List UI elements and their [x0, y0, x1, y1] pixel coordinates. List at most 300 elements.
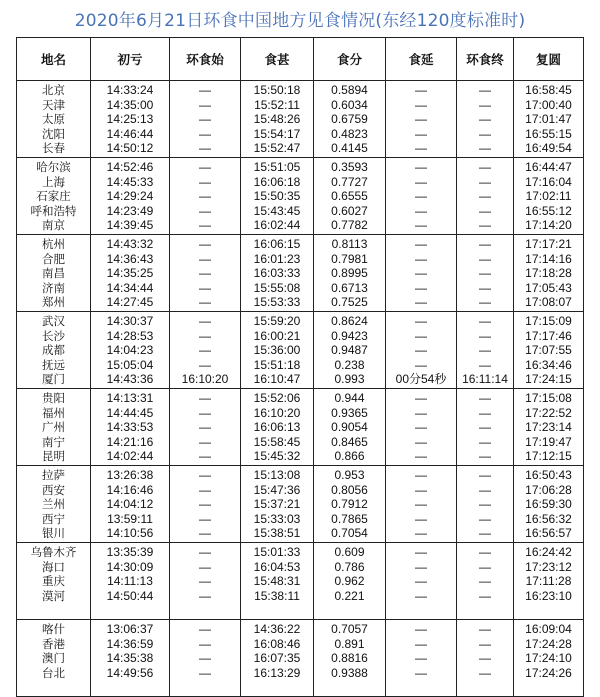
- magnitude-value: 0.9365: [331, 405, 368, 420]
- magnitude-value: 0.9388: [331, 665, 368, 680]
- last-contact-time: 17:02:11: [525, 189, 572, 203]
- city-name: 广州: [42, 420, 65, 434]
- table-cell-duration: [386, 81, 457, 158]
- table-cell-duration: [386, 620, 457, 697]
- annular-start-time: —: [199, 83, 211, 97]
- annular-start-time: —: [199, 636, 211, 651]
- first-contact-time: 14:45:33: [106, 174, 154, 189]
- first-contact-time: 14:23:49: [106, 203, 154, 218]
- last-contact-time: 17:07:55: [525, 343, 572, 357]
- city-name: 太原: [42, 112, 65, 126]
- duration-value: —: [415, 468, 427, 482]
- city-name: 武汉: [42, 314, 65, 328]
- first-contact-time: 14:50:44: [106, 588, 154, 603]
- annular-end-time: —: [479, 218, 491, 232]
- maximum-time: 16:10:20: [253, 405, 301, 420]
- annular-end-time: —: [479, 295, 491, 309]
- magnitude-value: 0.7782: [331, 218, 368, 232]
- annular-end-time: —: [479, 203, 491, 218]
- city-name: 合肥: [42, 251, 65, 266]
- annular-start-time: —: [199, 174, 211, 189]
- duration-value: —: [415, 126, 427, 141]
- maximum-time: 15:59:20: [253, 314, 301, 328]
- table-cell-duration: [386, 158, 457, 235]
- last-contact-time: 16:58:45: [525, 83, 572, 97]
- first-contact-time: 14:36:43: [106, 251, 154, 266]
- duration-value: —: [415, 651, 427, 665]
- annular-end-time: —: [479, 511, 491, 526]
- table-cell-annular-start: [170, 158, 241, 235]
- annular-end-time: —: [479, 112, 491, 126]
- table-cell-annular-end: [457, 81, 514, 158]
- last-contact-time: 17:15:08: [525, 391, 572, 405]
- header-annular-end: 环食终: [457, 38, 514, 81]
- city-name: 天津: [42, 97, 65, 112]
- city-name: 石家庄: [36, 189, 71, 203]
- maximum-time: 15:48:26: [253, 112, 301, 126]
- maximum-time: 16:00:21: [253, 328, 301, 343]
- annular-start-time: —: [199, 405, 211, 420]
- table-cell-duration: [386, 235, 457, 312]
- table-cell-maximum: [241, 158, 314, 235]
- duration-value: —: [415, 141, 427, 155]
- maximum-time: 15:47:36: [253, 482, 301, 497]
- table-cell-maximum: [241, 466, 314, 543]
- last-contact-time: 16:09:04: [525, 622, 572, 636]
- duration-value: —: [415, 636, 427, 651]
- annular-end-time: —: [479, 174, 491, 189]
- city-name: 南京: [42, 218, 65, 232]
- annular-end-time: —: [479, 251, 491, 266]
- maximum-time: 15:38:11: [254, 588, 300, 603]
- city-name: 呼和浩特: [30, 203, 77, 218]
- magnitude-value: 0.8995: [331, 266, 368, 280]
- annular-start-time: —: [199, 126, 211, 141]
- maximum-time: 16:13:29: [253, 665, 301, 680]
- magnitude-value: 0.953: [334, 468, 365, 482]
- duration-value: —: [415, 434, 427, 449]
- table-cell-city: [17, 158, 91, 235]
- magnitude-value: 0.7865: [331, 511, 368, 526]
- last-contact-time: 16:55:15: [525, 126, 572, 141]
- first-contact-time: 14:44:45: [106, 405, 154, 420]
- last-contact-time: 17:18:28: [525, 266, 572, 280]
- annular-start-time: —: [199, 112, 211, 126]
- duration-value: —: [415, 526, 427, 540]
- table-cell-first-contact: [91, 389, 170, 466]
- duration-value: —: [415, 328, 427, 343]
- last-contact-time: 16:50:43: [525, 468, 572, 482]
- duration-value: —: [415, 280, 427, 295]
- annular-end-time: —: [479, 574, 491, 588]
- magnitude-value: 0.866: [334, 449, 365, 463]
- annular-end-time: —: [479, 497, 491, 511]
- city-name: 杭州: [42, 237, 65, 251]
- annular-start-time: —: [199, 574, 211, 588]
- last-contact-time: 16:56:57: [525, 526, 572, 540]
- last-contact-time: 17:23:14: [525, 420, 572, 434]
- table-cell-city: [17, 312, 91, 389]
- table-cell-city: [17, 620, 91, 697]
- magnitude-value: 0.6555: [331, 189, 368, 203]
- table-cell-last-contact: [514, 543, 584, 620]
- magnitude-value: 0.7727: [331, 174, 368, 189]
- duration-value: —: [415, 237, 427, 251]
- duration-value: —: [415, 449, 427, 463]
- city-name: 南昌: [42, 266, 65, 280]
- city-name: 乌鲁木齐: [30, 545, 77, 559]
- maximum-time: 15:01:33: [253, 545, 301, 559]
- first-contact-time: 14:11:13: [107, 574, 153, 588]
- annular-end-time: —: [479, 434, 491, 449]
- annular-start-time: —: [199, 203, 211, 218]
- annular-end-time: —: [479, 588, 491, 603]
- table-cell-last-contact: [514, 312, 584, 389]
- first-contact-time: 14:33:24: [106, 83, 154, 97]
- first-contact-time: 14:21:16: [106, 434, 154, 449]
- header-first-contact: 初亏: [91, 38, 170, 81]
- maximum-time: 15:52:47: [253, 141, 301, 155]
- annular-end-time: —: [479, 126, 491, 141]
- annular-end-time: —: [479, 405, 491, 420]
- annular-end-time: —: [479, 526, 491, 540]
- annular-end-time: —: [479, 468, 491, 482]
- magnitude-value: 0.9054: [331, 420, 368, 434]
- magnitude-value: 0.609: [334, 545, 365, 559]
- first-contact-time: 14:35:25: [106, 266, 154, 280]
- maximum-time: 15:45:32: [253, 449, 301, 463]
- maximum-time: 15:51:05: [253, 160, 301, 174]
- annular-end-time: —: [479, 160, 491, 174]
- first-contact-time: 13:06:37: [106, 622, 154, 636]
- maximum-time: 15:51:18: [253, 357, 301, 372]
- table-cell-magnitude: [314, 543, 386, 620]
- table-body: [17, 81, 584, 697]
- table-cell-annular-end: [457, 466, 514, 543]
- last-contact-time: 16:44:47: [525, 160, 572, 174]
- table-cell-annular-start: [170, 235, 241, 312]
- first-contact-time: 14:29:24: [106, 189, 154, 203]
- first-contact-time: 14:30:09: [106, 559, 154, 574]
- first-contact-time: 14:43:36: [106, 372, 154, 386]
- last-contact-time: 16:23:10: [525, 588, 572, 603]
- first-contact-time: 14:04:23: [106, 343, 154, 357]
- table-cell-annular-end: [457, 312, 514, 389]
- duration-value: —: [415, 112, 427, 126]
- table-cell-duration: [386, 466, 457, 543]
- last-contact-time: 17:11:28: [525, 574, 572, 588]
- table-row-group: [17, 543, 584, 620]
- table-cell-last-contact: [514, 620, 584, 697]
- city-name: 香港: [42, 636, 65, 651]
- table-cell-annular-end: [457, 158, 514, 235]
- duration-value: —: [415, 405, 427, 420]
- city-name: 台北: [42, 665, 65, 680]
- table-row-group: [17, 312, 584, 389]
- maximum-time: 16:06:18: [253, 174, 301, 189]
- table-cell-magnitude: [314, 466, 386, 543]
- last-contact-time: 17:24:10: [525, 651, 572, 665]
- maximum-time: 15:48:31: [253, 574, 301, 588]
- city-name: 西安: [42, 482, 65, 497]
- maximum-time: 14:36:22: [253, 622, 301, 636]
- header-duration: 食延: [386, 38, 457, 81]
- maximum-time: 15:52:06: [253, 391, 301, 405]
- annular-end-time: —: [479, 328, 491, 343]
- city-name: 海口: [42, 559, 65, 574]
- table-cell-first-contact: [91, 158, 170, 235]
- magnitude-value: 0.7525: [331, 295, 368, 309]
- city-name: 西宁: [42, 511, 65, 526]
- maximum-time: 15:37:21: [253, 497, 301, 511]
- annular-start-time: —: [199, 280, 211, 295]
- maximum-time: 15:54:17: [253, 126, 301, 141]
- city-name: 贵阳: [42, 391, 65, 405]
- annular-end-time: —: [479, 622, 491, 636]
- table-cell-maximum: [241, 389, 314, 466]
- magnitude-value: 0.4823: [331, 126, 368, 141]
- table-cell-maximum: [241, 543, 314, 620]
- table-cell-city: [17, 235, 91, 312]
- table-cell-maximum: [241, 235, 314, 312]
- table-cell-annular-start: [170, 312, 241, 389]
- annular-end-time: —: [479, 449, 491, 463]
- table-cell-first-contact: [91, 543, 170, 620]
- table-row-group: [17, 158, 584, 235]
- last-contact-time: 16:34:46: [525, 357, 572, 372]
- table-cell-magnitude: [314, 81, 386, 158]
- annular-start-time: —: [199, 651, 211, 665]
- table-cell-first-contact: [91, 620, 170, 697]
- last-contact-time: 17:01:47: [525, 112, 572, 126]
- last-contact-time: 16:59:30: [525, 497, 572, 511]
- first-contact-time: 13:26:38: [106, 468, 154, 482]
- duration-value: —: [415, 420, 427, 434]
- annular-end-time: —: [479, 665, 491, 680]
- table-cell-city: [17, 81, 91, 158]
- first-contact-time: 14:28:53: [106, 328, 154, 343]
- city-name: 长春: [42, 141, 65, 155]
- annular-start-time: —: [199, 141, 211, 155]
- annular-end-time: —: [479, 266, 491, 280]
- table-cell-duration: [386, 312, 457, 389]
- duration-value: —: [415, 266, 427, 280]
- page-title: 2020年6月21日环食中国地方见食情况(东经120度标准时): [74, 11, 526, 31]
- city-name: 济南: [42, 280, 65, 295]
- magnitude-value: 0.6034: [331, 97, 368, 112]
- maximum-time: 15:13:08: [253, 468, 301, 482]
- annular-start-time: —: [199, 237, 211, 251]
- annular-end-time: —: [479, 314, 491, 328]
- table-cell-city: [17, 543, 91, 620]
- magnitude-value: 0.8816: [331, 651, 368, 665]
- annular-end-time: —: [479, 636, 491, 651]
- first-contact-time: 14:25:13: [106, 112, 154, 126]
- annular-start-time: —: [199, 526, 211, 540]
- last-contact-time: 17:17:21: [525, 237, 572, 251]
- annular-start-time: —: [199, 218, 211, 232]
- header-last-contact: 复圆: [514, 38, 584, 81]
- table-cell-last-contact: [514, 389, 584, 466]
- magnitude-value: 0.3593: [331, 160, 368, 174]
- last-contact-time: 17:17:46: [525, 328, 572, 343]
- table-cell-last-contact: [514, 466, 584, 543]
- duration-value: —: [415, 174, 427, 189]
- first-contact-time: 14:36:59: [106, 636, 154, 651]
- annular-start-time: —: [199, 559, 211, 574]
- maximum-time: 16:06:15: [253, 237, 301, 251]
- city-name: 重庆: [42, 574, 65, 588]
- annular-start-time: —: [199, 622, 211, 636]
- annular-end-time: —: [479, 391, 491, 405]
- city-name: 银川: [42, 526, 65, 540]
- table-cell-first-contact: [91, 81, 170, 158]
- city-name: 拉萨: [42, 468, 65, 482]
- table-row-group: [17, 466, 584, 543]
- maximum-time: 15:50:18: [253, 83, 301, 97]
- last-contact-time: 17:14:16: [525, 251, 572, 266]
- annular-start-time: —: [199, 314, 211, 328]
- duration-value: —: [415, 83, 427, 97]
- table-cell-last-contact: [514, 158, 584, 235]
- table-header-row: [17, 38, 584, 81]
- last-contact-time: 17:14:20: [525, 218, 572, 232]
- maximum-time: 16:06:13: [253, 420, 301, 434]
- duration-value: —: [415, 482, 427, 497]
- annular-start-time: —: [199, 434, 211, 449]
- last-contact-time: 17:24:28: [525, 636, 572, 651]
- maximum-time: 16:04:53: [253, 559, 301, 574]
- last-contact-time: 17:00:40: [525, 97, 572, 112]
- annular-start-time: —: [199, 189, 211, 203]
- maximum-time: 15:33:03: [253, 511, 301, 526]
- last-contact-time: 17:06:28: [525, 482, 572, 497]
- last-contact-time: 17:15:09: [525, 314, 572, 328]
- table-cell-magnitude: [314, 312, 386, 389]
- magnitude-value: 0.8465: [331, 434, 368, 449]
- duration-value: —: [415, 622, 427, 636]
- table-cell-annular-start: [170, 389, 241, 466]
- magnitude-value: 0.8113: [331, 237, 368, 251]
- annular-start-time: —: [199, 160, 211, 174]
- city-name: 喀什: [42, 622, 65, 636]
- city-name: 长沙: [42, 328, 65, 343]
- last-contact-time: 17:16:04: [525, 174, 572, 189]
- table-cell-first-contact: [91, 235, 170, 312]
- first-contact-time: 14:33:53: [106, 420, 154, 434]
- city-name: 昆明: [42, 449, 65, 463]
- annular-end-time: —: [479, 83, 491, 97]
- annular-end-time: —: [479, 343, 491, 357]
- first-contact-time: 14:16:46: [106, 482, 154, 497]
- maximum-time: 16:10:47: [253, 372, 301, 386]
- duration-value: —: [415, 160, 427, 174]
- maximum-time: 15:50:35: [253, 189, 301, 203]
- table-cell-magnitude: [314, 158, 386, 235]
- last-contact-time: 17:23:12: [525, 559, 572, 574]
- table-cell-city: [17, 389, 91, 466]
- annular-end-time: —: [479, 357, 491, 372]
- table-row-group: [17, 389, 584, 466]
- maximum-time: 15:58:45: [253, 434, 301, 449]
- magnitude-value: 0.962: [334, 574, 365, 588]
- duration-value: —: [415, 343, 427, 357]
- header-maximum: 食甚: [241, 38, 314, 81]
- duration-value: 00分54秒: [395, 372, 447, 386]
- last-contact-time: 16:49:54: [525, 141, 572, 155]
- maximum-time: 15:53:33: [253, 295, 301, 309]
- annular-start-time: 16:10:20: [181, 372, 229, 386]
- annular-start-time: —: [199, 497, 211, 511]
- first-contact-time: 14:13:31: [106, 391, 154, 405]
- first-contact-time: 14:46:44: [106, 126, 154, 141]
- city-name: 抚远: [42, 357, 65, 372]
- table-cell-annular-end: [457, 389, 514, 466]
- magnitude-value: 0.6027: [331, 203, 368, 218]
- annular-end-time: —: [479, 189, 491, 203]
- table-cell-annular-end: [457, 235, 514, 312]
- maximum-time: 15:38:51: [253, 526, 301, 540]
- annular-start-time: —: [199, 545, 211, 559]
- city-name: 兰州: [42, 497, 65, 511]
- magnitude-value: 0.4145: [331, 141, 368, 155]
- annular-start-time: —: [199, 266, 211, 280]
- table-cell-duration: [386, 543, 457, 620]
- annular-start-time: —: [199, 97, 211, 112]
- city-name: 南宁: [42, 434, 65, 449]
- table-cell-maximum: [241, 312, 314, 389]
- magnitude-value: 0.993: [334, 372, 365, 386]
- duration-value: —: [415, 189, 427, 203]
- duration-value: —: [415, 391, 427, 405]
- city-name: 上海: [42, 174, 65, 189]
- annular-end-time: —: [479, 482, 491, 497]
- duration-value: —: [415, 203, 427, 218]
- first-contact-time: 14:10:56: [106, 526, 154, 540]
- last-contact-time: 17:22:52: [525, 405, 572, 420]
- first-contact-time: 14:30:37: [106, 314, 154, 328]
- last-contact-time: 17:19:47: [525, 434, 572, 449]
- magnitude-value: 0.8624: [331, 314, 368, 328]
- magnitude-value: 0.9423: [331, 328, 368, 343]
- maximum-time: 16:01:23: [253, 251, 301, 266]
- annular-end-time: —: [479, 651, 491, 665]
- first-contact-time: 14:35:38: [106, 651, 154, 665]
- maximum-time: 15:52:11: [254, 97, 300, 112]
- city-name: 哈尔滨: [36, 160, 71, 174]
- magnitude-value: 0.238: [334, 357, 365, 372]
- first-contact-time: 14:50:12: [106, 141, 154, 155]
- annular-start-time: —: [199, 482, 211, 497]
- duration-value: —: [415, 357, 427, 372]
- duration-value: —: [415, 588, 427, 603]
- last-contact-time: 17:12:15: [525, 449, 572, 463]
- table-cell-first-contact: [91, 466, 170, 543]
- first-contact-time: 14:43:32: [106, 237, 154, 251]
- first-contact-time: 14:27:45: [106, 295, 154, 309]
- table-cell-duration: [386, 389, 457, 466]
- maximum-time: 15:43:45: [253, 203, 301, 218]
- magnitude-value: 0.8056: [331, 482, 368, 497]
- annular-start-time: —: [199, 295, 211, 309]
- last-contact-time: 16:55:12: [525, 203, 572, 218]
- maximum-time: 16:02:44: [253, 218, 301, 232]
- magnitude-value: 0.891: [334, 636, 365, 651]
- maximum-time: 16:08:46: [253, 636, 301, 651]
- last-contact-time: 16:56:32: [525, 511, 572, 526]
- table-cell-annular-end: [457, 543, 514, 620]
- annular-start-time: —: [199, 511, 211, 526]
